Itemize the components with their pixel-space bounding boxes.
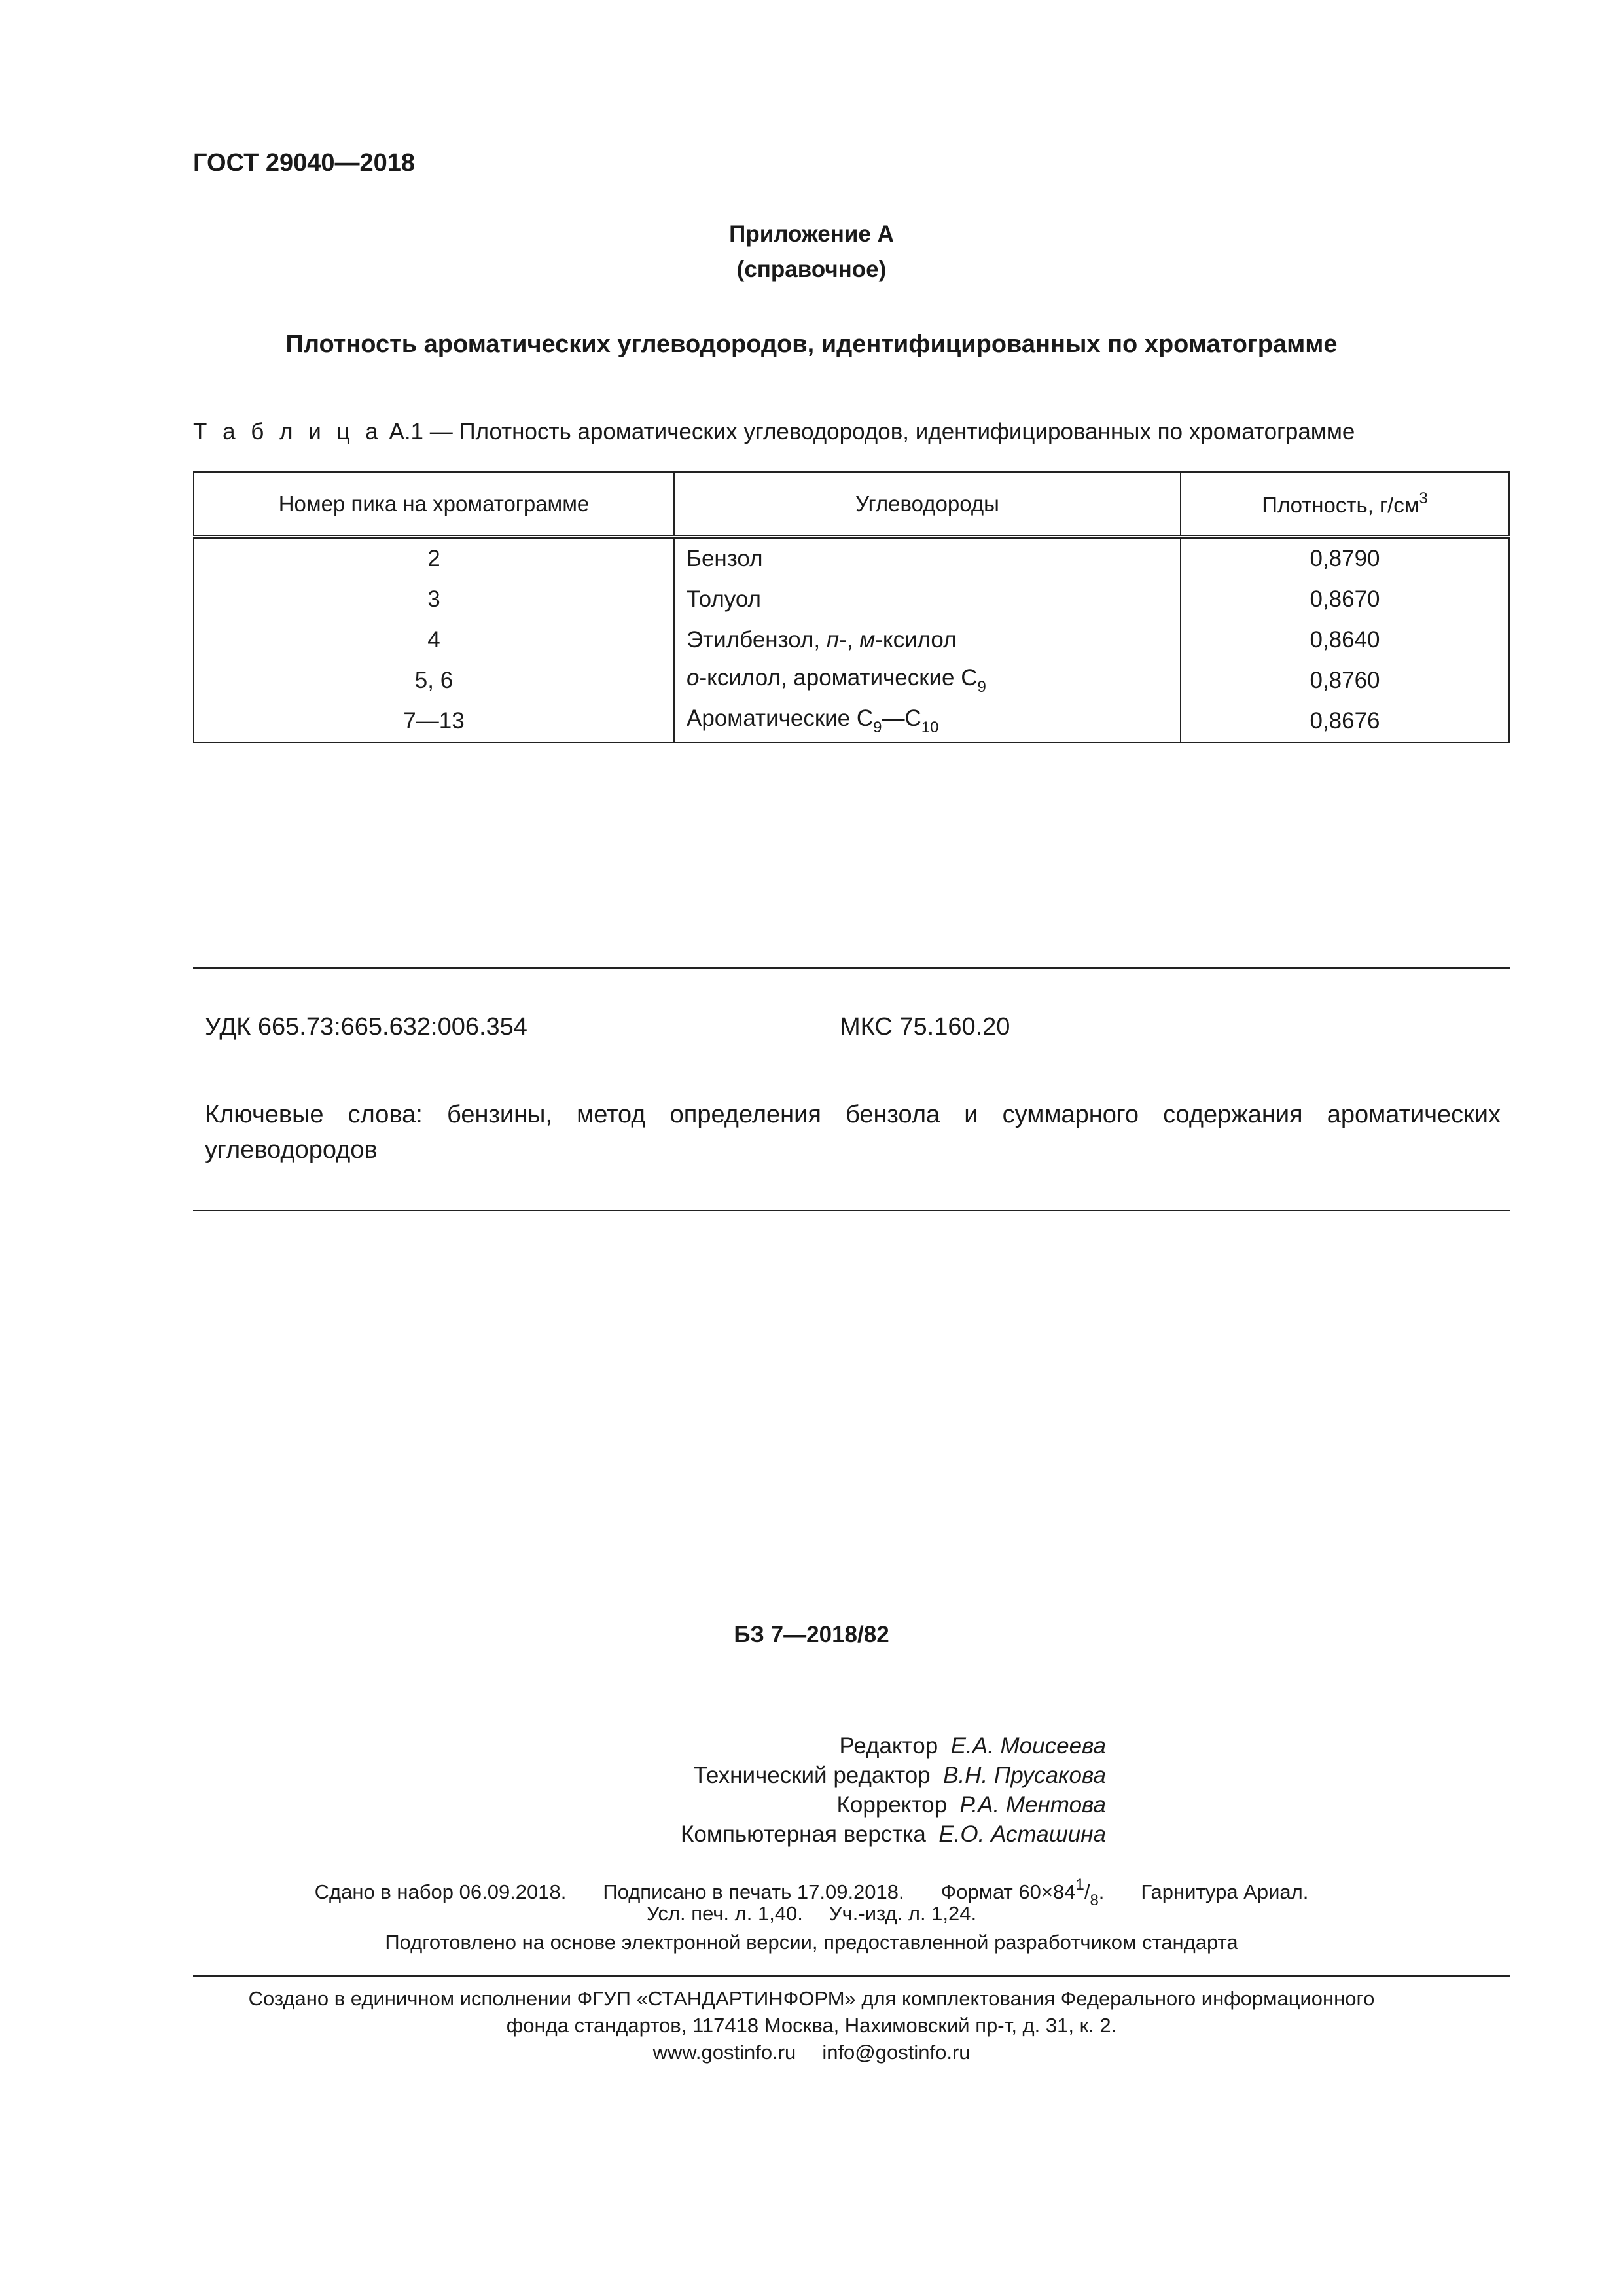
name-part: -, <box>839 627 860 653</box>
credit-role: Компьютерная верстка <box>681 1821 926 1847</box>
table-row <box>194 620 1509 660</box>
imprint-format <box>940 1876 1105 1909</box>
name-part: —С <box>882 706 921 731</box>
name-part-italic: п <box>826 627 840 653</box>
table-caption <box>193 419 1355 445</box>
credit-role: Редактор <box>839 1733 938 1759</box>
name-part-italic: м <box>859 627 876 653</box>
credit-row <box>681 1820 1106 1849</box>
credit-name: Е.А. Моисеева <box>950 1733 1106 1759</box>
table-row <box>194 660 1509 701</box>
density-value: 0,8670 <box>1181 579 1509 620</box>
footer-email-link[interactable]: info@gostinfo.ru <box>822 2041 971 2064</box>
credit-row <box>681 1731 1106 1761</box>
imprint-signed: Подписано в печать 17.09.2018. <box>603 1880 904 1903</box>
table-row <box>194 701 1509 742</box>
credit-name: Р.А. Ментова <box>959 1792 1106 1818</box>
format-end: . <box>1098 1880 1105 1903</box>
imprint-typeface: Гарнитура Ариал. <box>1141 1880 1309 1903</box>
name-part: Ароматические С <box>687 706 874 731</box>
table-caption-number: А.1 <box>389 419 424 444</box>
header-peak-number: Номер пика на хроматограмме <box>194 472 674 537</box>
peak-number: 3 <box>194 579 674 620</box>
imprint-submitted: Сдано в набор 06.09.2018. <box>314 1880 567 1903</box>
name-part: Этилбензол, <box>687 627 827 653</box>
peak-number: 4 <box>194 620 674 660</box>
footer-line-2: фонда стандартов, 117418 Москва, Нахимовский пр-т, д. 31, к. 2. <box>506 2014 1117 2037</box>
credit-name: В.Н. Прусакова <box>943 1763 1106 1788</box>
table-caption-prefix: Т а б л и ц а <box>193 419 383 444</box>
header-density-unit-exponent: 3 <box>1419 490 1428 507</box>
table-row <box>194 579 1509 620</box>
table-row <box>194 537 1509 579</box>
table-caption-text: — Плотность ароматических углеводородов, идентифицированных по хроматограмме <box>429 419 1355 444</box>
divider-bottom <box>193 1210 1510 1211</box>
footer-contacts <box>0 2041 1623 2064</box>
density-value: 0,8640 <box>1181 620 1509 660</box>
hydrocarbon-name <box>674 660 1181 701</box>
header-density <box>1181 472 1509 537</box>
name-part: -ксилол, ароматические С <box>699 665 978 691</box>
hydrocarbon-name: Толуол <box>674 579 1181 620</box>
imprint-pub-sheets: Уч.-изд. л. 1,24. <box>829 1902 977 1925</box>
footer-website-link[interactable]: www.gostinfo.ru <box>652 2041 796 2064</box>
udk-code: УДК 665.73:665.632:006.354 <box>205 1013 527 1041</box>
header-density-label: Плотность, г/см <box>1262 493 1419 517</box>
document-title: Плотность ароматических углеводородов, идентифицированных по хроматограмме <box>285 331 1338 358</box>
density-value: 0,8760 <box>1181 660 1509 701</box>
peak-number: 2 <box>194 537 674 579</box>
hydrocarbon-name <box>674 701 1181 742</box>
credit-role: Корректор <box>836 1792 948 1818</box>
footer-line-1: Создано в единичном исполнении ФГУП «СТАНДАРТИНФОРМ» для комплектования Федерального информационного <box>248 1987 1375 2010</box>
keywords: Ключевые слова: бензины, метод определения бензола и суммарного содержания ароматических углеводородов <box>205 1101 1501 1164</box>
format-prefix: Формат 60×84 <box>940 1880 1076 1903</box>
density-value: 0,8790 <box>1181 537 1509 579</box>
name-subscript: 9 <box>977 678 986 696</box>
density-table <box>193 471 1510 743</box>
peak-number: 5, 6 <box>194 660 674 701</box>
table-header-row <box>194 472 1509 537</box>
format-slash: / <box>1084 1880 1090 1903</box>
document-code: ГОСТ 29040—2018 <box>193 149 416 177</box>
divider-top <box>193 967 1510 969</box>
credit-row <box>681 1761 1106 1790</box>
name-part: -ксилол <box>875 627 957 653</box>
credit-role: Технический редактор <box>693 1763 931 1788</box>
annex-subtitle: (справочное) <box>736 257 887 282</box>
annex-title: Приложение А <box>729 221 894 247</box>
header-hydrocarbons: Углеводороды <box>674 472 1181 537</box>
format-sub: 8 <box>1090 1892 1099 1909</box>
imprint-line-2 <box>0 1902 1623 1926</box>
mks-code: МКС 75.160.20 <box>840 1013 1010 1041</box>
hydrocarbon-name: Бензол <box>674 537 1181 579</box>
credits-block <box>681 1731 1106 1849</box>
peak-number: 7—13 <box>194 701 674 742</box>
imprint-print-sheets: Усл. печ. л. 1,40. <box>646 1902 803 1925</box>
name-part-italic: о <box>687 665 700 691</box>
name-subscript: 9 <box>873 719 882 736</box>
bz-number: БЗ 7—2018/82 <box>734 1622 889 1647</box>
name-subscript: 10 <box>921 719 939 736</box>
format-sup: 1 <box>1075 1876 1084 1893</box>
credit-row <box>681 1790 1106 1820</box>
credit-name: Е.О. Асташина <box>938 1821 1106 1847</box>
hydrocarbon-name <box>674 620 1181 660</box>
divider-footer <box>193 1975 1510 1977</box>
density-value: 0,8676 <box>1181 701 1509 742</box>
imprint-prepared: Подготовлено на основе электронной версии, предоставленной разработчиком стандарта <box>385 1931 1238 1954</box>
